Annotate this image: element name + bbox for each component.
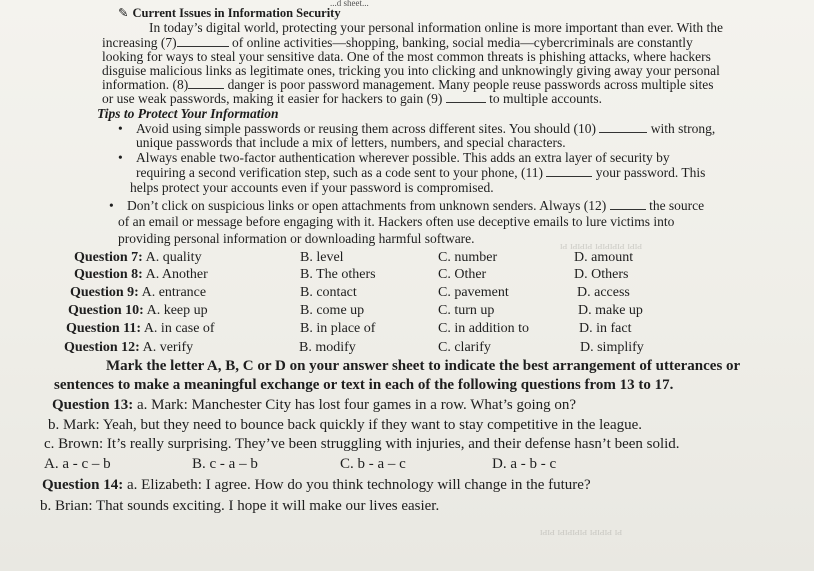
q10-option-d[interactable]: D. make up [578, 303, 643, 318]
torn-top-text: ...d sheet... [330, 0, 369, 6]
pen-icon: ✎ [118, 6, 129, 20]
question-13-label: Question 13: [52, 397, 134, 413]
q7-option-b[interactable]: B. level [300, 250, 344, 265]
instruction-line-1: Mark the letter A, B, C or D on your answer sheet to indicate the best arrangement of utterances or [106, 358, 741, 374]
question-14-label: Question 14: [42, 477, 124, 493]
article-title [118, 6, 341, 21]
question-13-item-c: c. Brown: It’s really surprising. They’ve been struggling with injuries, and their defense hasn’t been solid. [44, 436, 680, 452]
passage-line-5b: danger is poor password management. Many people reuse passwords across multiple sites [227, 77, 714, 92]
q8-option-b[interactable]: B. The others [300, 267, 376, 282]
q8-option-d[interactable]: D. Others [574, 267, 629, 282]
blank-11 [546, 165, 592, 177]
blank-10 [599, 121, 647, 133]
question-7-label: Question 7: [74, 250, 143, 265]
tip-2-line-2 [136, 165, 705, 180]
question-12-label: Question 12: [64, 340, 140, 355]
passage-line-3: looking for ways to steal your sensitive data. One of the most common threats is phishing attacks, where hackers [102, 49, 711, 64]
tip-3-line-2: of an email or message before engaging with it. Hackers often use deceptive emails to lure victims into [118, 214, 675, 229]
passage-line-6 [102, 91, 602, 106]
q8-option-a[interactable]: A. Another [145, 267, 208, 282]
q11-option-d[interactable]: D. in fact [579, 321, 632, 336]
q13-option-c[interactable]: C. b - a – c [340, 456, 406, 472]
passage-line-2 [102, 35, 693, 50]
q12-option-a[interactable]: A. verify [142, 340, 194, 355]
passage-line-6a: or use weak passwords, making it easier for hackers to gain (9) [102, 91, 443, 106]
passage-line-6b: to multiple accounts. [489, 91, 603, 106]
q9-option-c[interactable]: C. pavement [438, 285, 509, 300]
passage-line-5 [102, 77, 714, 92]
bleed-through-bottom: ы ыыы ыыыы ыы [540, 526, 623, 538]
question-14-line-a [42, 477, 591, 494]
tip-2-line-1: • Always enable two-factor authentication wherever possible. This adds an extra layer of security by [136, 150, 670, 165]
bleed-through: ыы ыыыы ыыы ы [560, 240, 643, 252]
tip-2-line-3: helps protect your accounts even if your password is compromised. [130, 180, 494, 195]
q13-option-b[interactable]: B. c - a – b [192, 456, 258, 472]
q12-option-c[interactable]: C. clarify [438, 340, 491, 355]
question-13-item-b: b. Mark: Yeah, but they need to bounce back quickly if they want to stay competitive in the league. [48, 417, 643, 433]
question-11-label: Question 11: [66, 321, 142, 336]
question-10-label: Question 10: [68, 303, 144, 318]
tip-2-line-2a: requiring a second verification step, such as a code sent to your phone, (11) [136, 165, 543, 180]
tip-3-line-1b: the source [649, 198, 705, 213]
q10-option-b[interactable]: B. come up [300, 303, 365, 318]
q9-option-d[interactable]: D. access [577, 285, 630, 300]
question-14-item-a: a. Elizabeth: I agree. How do you think technology will change in the future? [127, 477, 591, 493]
question-10-row [68, 303, 768, 319]
q11-option-b[interactable]: B. in place of [300, 321, 376, 336]
question-7-row [74, 250, 774, 266]
tip-3-line-3: providing personal information or downloading harmful software. [118, 231, 475, 246]
q11-option-a[interactable]: A. in case of [143, 321, 215, 336]
blank-8 [188, 77, 224, 89]
q9-option-a[interactable]: A. entrance [141, 285, 207, 300]
tip-1-line-1b: with strong, [650, 121, 716, 136]
tip-3-line-1a: Don’t click on suspicious links or open attachments from unknown senders. Always (12) [127, 198, 607, 213]
q13-option-a[interactable]: A. a - c – b [44, 456, 111, 472]
instruction-line-2: sentences to make a meaningful exchange or text in each of the following questions from 13 to 17. [54, 377, 674, 393]
tip-1-line-1a: Avoid using simple passwords or reusing them across different sites. You should (10) [136, 121, 596, 136]
q13-option-d[interactable]: D. a - b - c [492, 456, 557, 472]
passage-line-2b: of online activities—shopping, banking, social media—cybercriminals are constantly [231, 35, 693, 50]
q10-option-c[interactable]: C. turn up [438, 303, 495, 318]
question-13-options [44, 456, 664, 473]
question-9-label: Question 9: [70, 285, 139, 300]
question-8-row [74, 267, 774, 283]
passage-line-4: disguise malicious links as legitimate ones, tricking you into clicking and unknowingly giving away your personal [102, 63, 720, 78]
question-9-row [70, 285, 770, 301]
passage-line-5a: information. (8) [102, 77, 189, 92]
blank-9 [446, 91, 486, 103]
question-13-item-a: a. Mark: Manchester City has lost four games in a row. What’s going on? [137, 397, 577, 413]
q12-option-b[interactable]: B. modify [299, 340, 356, 355]
q9-option-b[interactable]: B. contact [300, 285, 357, 300]
q7-option-c[interactable]: C. number [438, 250, 498, 265]
q11-option-c[interactable]: C. in addition to [438, 321, 529, 336]
question-13-line-a [52, 397, 576, 414]
tip-2-line-2b: your password. This [595, 165, 706, 180]
article-title-text: Current Issues in Information Security [132, 6, 341, 20]
question-8-label: Question 8: [74, 267, 143, 282]
question-12-row [64, 340, 784, 356]
passage-line-1: In today’s digital world, protecting your personal information online is more important than ever. With the [149, 20, 723, 35]
q10-option-a[interactable]: A. keep up [146, 303, 208, 318]
q7-option-a[interactable]: A. quality [145, 250, 202, 265]
tips-heading: Tips to Protect Your Information [97, 106, 279, 121]
question-14-item-b: b. Brian: That sounds exciting. I hope it will make our lives easier. [40, 498, 440, 514]
passage-line-2a: increasing (7) [102, 35, 177, 50]
tip-1-line-2: unique passwords that include a mix of letters, numbers, and special characters. [136, 135, 566, 150]
tip-3-line-1 [127, 198, 704, 213]
tip-1-line-1 [136, 121, 715, 136]
q12-option-d[interactable]: D. simplify [580, 340, 644, 355]
q8-option-c[interactable]: C. Other [438, 267, 487, 282]
q7-option-d[interactable]: D. amount [574, 250, 634, 265]
blank-12 [610, 198, 646, 210]
blank-7 [177, 35, 229, 47]
question-11-row [66, 321, 786, 337]
